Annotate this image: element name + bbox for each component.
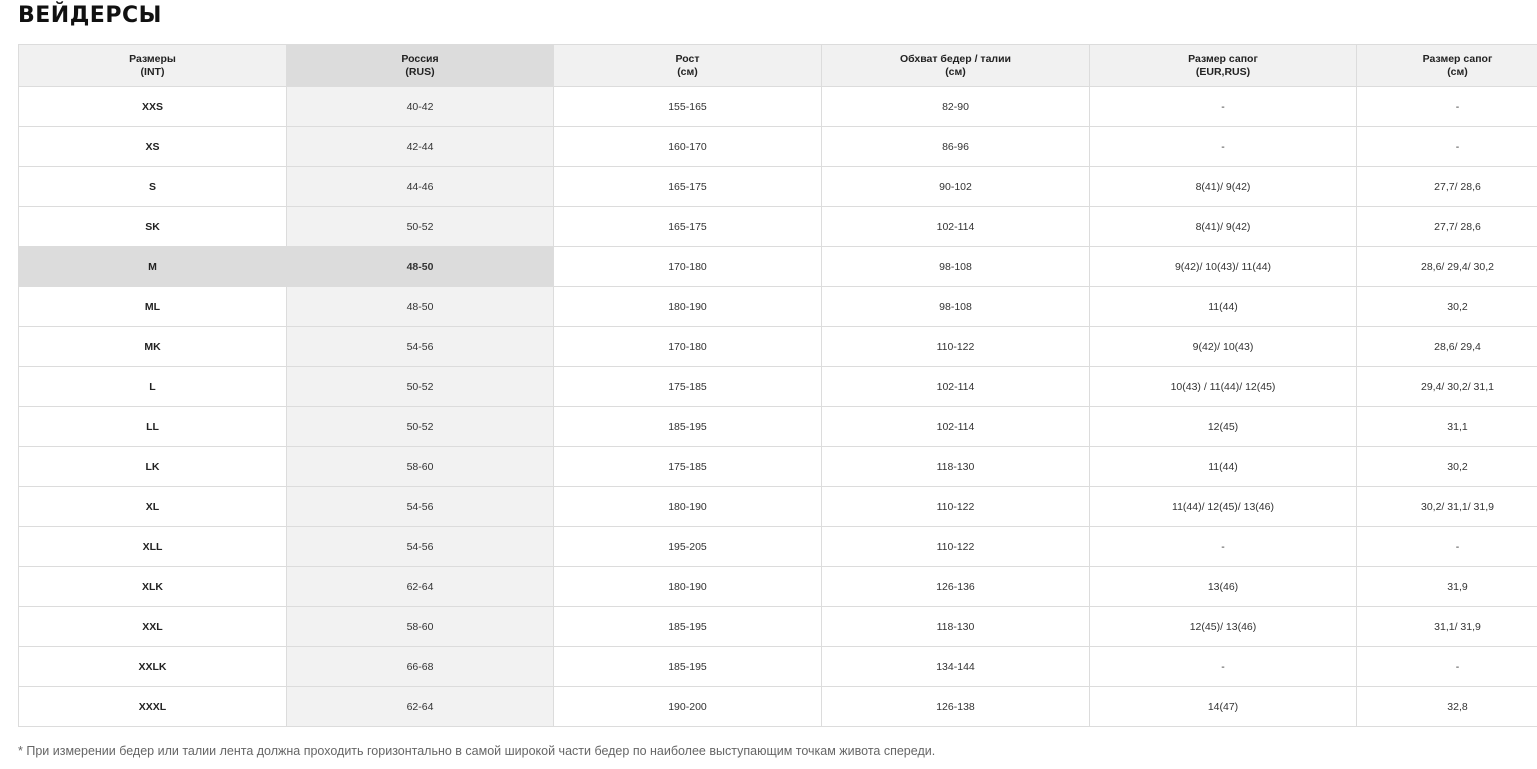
cell-height: 185-195	[554, 607, 822, 647]
header-russia-size	[287, 45, 554, 87]
header-height	[554, 45, 822, 87]
cell-int-size: XXLK	[19, 647, 287, 687]
cell-height: 175-185	[554, 367, 822, 407]
cell-russia-size: 44-46	[287, 167, 554, 207]
cell-int-size: XLL	[19, 527, 287, 567]
cell-hip-waist: 126-136	[822, 567, 1090, 607]
cell-boot-size-cm: -	[1357, 87, 1537, 127]
table-row	[19, 407, 1537, 447]
table-row	[19, 167, 1537, 207]
table-header	[19, 45, 1537, 87]
table-row	[19, 447, 1537, 487]
cell-boot-size-cm: 30,2/ 31,1/ 31,9	[1357, 487, 1537, 527]
cell-boot-size-eur: -	[1090, 87, 1357, 127]
cell-boot-size-cm: 30,2	[1357, 287, 1537, 327]
cell-hip-waist: 118-130	[822, 607, 1090, 647]
cell-boot-size-eur: -	[1090, 647, 1357, 687]
header-boot-size-cm-title: Размер сапог	[1422, 52, 1493, 65]
cell-boot-size-cm: 29,4/ 30,2/ 31,1	[1357, 367, 1537, 407]
header-boot-size-cm-unit: (см)	[1447, 65, 1468, 78]
cell-hip-waist: 110-122	[822, 487, 1090, 527]
cell-height: 180-190	[554, 287, 822, 327]
cell-height: 185-195	[554, 407, 822, 447]
header-hip-waist	[822, 45, 1090, 87]
cell-boot-size-cm: -	[1357, 127, 1537, 167]
cell-boot-size-cm: 28,6/ 29,4	[1357, 327, 1537, 367]
cell-russia-size: 58-60	[287, 607, 554, 647]
table-row	[19, 247, 1537, 287]
cell-hip-waist: 102-114	[822, 207, 1090, 247]
cell-russia-size: 62-64	[287, 567, 554, 607]
cell-russia-size: 62-64	[287, 687, 554, 727]
cell-boot-size-cm: 27,7/ 28,6	[1357, 167, 1537, 207]
cell-russia-size: 54-56	[287, 527, 554, 567]
header-boot-size-eur-unit: (EUR,RUS)	[1195, 65, 1251, 78]
cell-boot-size-eur: 8(41)/ 9(42)	[1090, 207, 1357, 247]
cell-hip-waist: 110-122	[822, 327, 1090, 367]
cell-russia-size: 54-56	[287, 487, 554, 527]
cell-hip-waist: 102-114	[822, 407, 1090, 447]
cell-russia-size: 58-60	[287, 447, 554, 487]
cell-height: 165-175	[554, 167, 822, 207]
cell-int-size: ML	[19, 287, 287, 327]
header-int-size-unit: (INT)	[140, 65, 165, 78]
cell-hip-waist: 110-122	[822, 527, 1090, 567]
cell-hip-waist: 86-96	[822, 127, 1090, 167]
cell-boot-size-cm: 32,8	[1357, 687, 1537, 727]
cell-hip-waist: 98-108	[822, 287, 1090, 327]
cell-boot-size-eur: 12(45)	[1090, 407, 1357, 447]
cell-height: 170-180	[554, 327, 822, 367]
cell-boot-size-eur: 10(43) / 11(44)/ 12(45)	[1090, 367, 1357, 407]
cell-int-size: MK	[19, 327, 287, 367]
cell-boot-size-cm: 31,1	[1357, 407, 1537, 447]
cell-int-size: XLK	[19, 567, 287, 607]
cell-hip-waist: 102-114	[822, 367, 1090, 407]
cell-int-size: L	[19, 367, 287, 407]
table-body	[19, 87, 1537, 727]
cell-russia-size: 42-44	[287, 127, 554, 167]
cell-boot-size-cm: -	[1357, 527, 1537, 567]
header-height-title: Рост	[675, 52, 700, 65]
header-height-unit: (см)	[677, 65, 698, 78]
cell-boot-size-eur: 8(41)/ 9(42)	[1090, 167, 1357, 207]
cell-boot-size-eur: -	[1090, 127, 1357, 167]
cell-height: 160-170	[554, 127, 822, 167]
cell-hip-waist: 126-138	[822, 687, 1090, 727]
cell-russia-size: 50-52	[287, 207, 554, 247]
cell-boot-size-cm: 27,7/ 28,6	[1357, 207, 1537, 247]
cell-boot-size-cm: 31,1/ 31,9	[1357, 607, 1537, 647]
header-russia-size-title: Россия	[401, 52, 439, 65]
cell-int-size: LL	[19, 407, 287, 447]
table-row	[19, 647, 1537, 687]
table-row	[19, 367, 1537, 407]
cell-boot-size-eur: 11(44)	[1090, 287, 1357, 327]
cell-height: 175-185	[554, 447, 822, 487]
cell-boot-size-cm: 30,2	[1357, 447, 1537, 487]
cell-russia-size: 54-56	[287, 327, 554, 367]
cell-russia-size: 66-68	[287, 647, 554, 687]
header-boot-size-eur	[1090, 45, 1357, 87]
cell-boot-size-eur: 13(46)	[1090, 567, 1357, 607]
cell-boot-size-eur: 12(45)/ 13(46)	[1090, 607, 1357, 647]
cell-int-size: XS	[19, 127, 287, 167]
cell-boot-size-eur: 14(47)	[1090, 687, 1357, 727]
header-russia-size-unit: (RUS)	[405, 65, 435, 78]
cell-height: 165-175	[554, 207, 822, 247]
cell-height: 180-190	[554, 567, 822, 607]
cell-russia-size: 50-52	[287, 367, 554, 407]
cell-int-size: XXS	[19, 87, 287, 127]
cell-height: 195-205	[554, 527, 822, 567]
cell-int-size: S	[19, 167, 287, 207]
cell-height: 185-195	[554, 647, 822, 687]
footnote: * При измерении бедер или талии лента должна проходить горизонтально в самой широкой части бедер по наиболее выступающим точкам живота спереди.	[18, 744, 936, 758]
cell-hip-waist: 90-102	[822, 167, 1090, 207]
header-boot-size-eur-title: Размер сапог	[1188, 52, 1258, 65]
cell-boot-size-eur: 9(42)/ 10(43)	[1090, 327, 1357, 367]
table-row	[19, 527, 1537, 567]
cell-int-size: XXL	[19, 607, 287, 647]
table-row	[19, 607, 1537, 647]
table-row	[19, 327, 1537, 367]
cell-russia-size: 40-42	[287, 87, 554, 127]
cell-boot-size-cm: -	[1357, 647, 1537, 687]
header-hip-waist-title: Обхват бедер / талии	[899, 52, 1011, 65]
size-chart-table	[18, 44, 1537, 727]
cell-hip-waist: 118-130	[822, 447, 1090, 487]
header-int-size	[19, 45, 287, 87]
cell-int-size: XXXL	[19, 687, 287, 727]
cell-hip-waist: 134-144	[822, 647, 1090, 687]
table-row	[19, 207, 1537, 247]
table-row	[19, 487, 1537, 527]
table-row	[19, 87, 1537, 127]
cell-height: 180-190	[554, 487, 822, 527]
cell-height: 155-165	[554, 87, 822, 127]
cell-int-size: LK	[19, 447, 287, 487]
cell-boot-size-cm: 31,9	[1357, 567, 1537, 607]
table-row	[19, 567, 1537, 607]
cell-boot-size-eur: -	[1090, 527, 1357, 567]
cell-boot-size-eur: 11(44)	[1090, 447, 1357, 487]
cell-russia-size: 50-52	[287, 407, 554, 447]
cell-russia-size: 48-50	[287, 287, 554, 327]
cell-hip-waist: 82-90	[822, 87, 1090, 127]
header-row	[19, 45, 1537, 87]
page-title: ВЕЙДЕРСЫ	[18, 3, 162, 28]
cell-russia-size: 48-50	[287, 247, 554, 287]
cell-int-size: SK	[19, 207, 287, 247]
cell-height: 190-200	[554, 687, 822, 727]
cell-boot-size-eur: 11(44)/ 12(45)/ 13(46)	[1090, 487, 1357, 527]
cell-boot-size-eur: 9(42)/ 10(43)/ 11(44)	[1090, 247, 1357, 287]
header-boot-size-cm	[1357, 45, 1537, 87]
table-row	[19, 127, 1537, 167]
cell-height: 170-180	[554, 247, 822, 287]
table-row	[19, 687, 1537, 727]
cell-int-size: XL	[19, 487, 287, 527]
table-row	[19, 287, 1537, 327]
cell-boot-size-cm: 28,6/ 29,4/ 30,2	[1357, 247, 1537, 287]
header-hip-waist-unit: (см)	[945, 65, 966, 78]
cell-hip-waist: 98-108	[822, 247, 1090, 287]
header-int-size-title: Размеры	[129, 52, 176, 65]
cell-int-size: M	[19, 247, 287, 287]
